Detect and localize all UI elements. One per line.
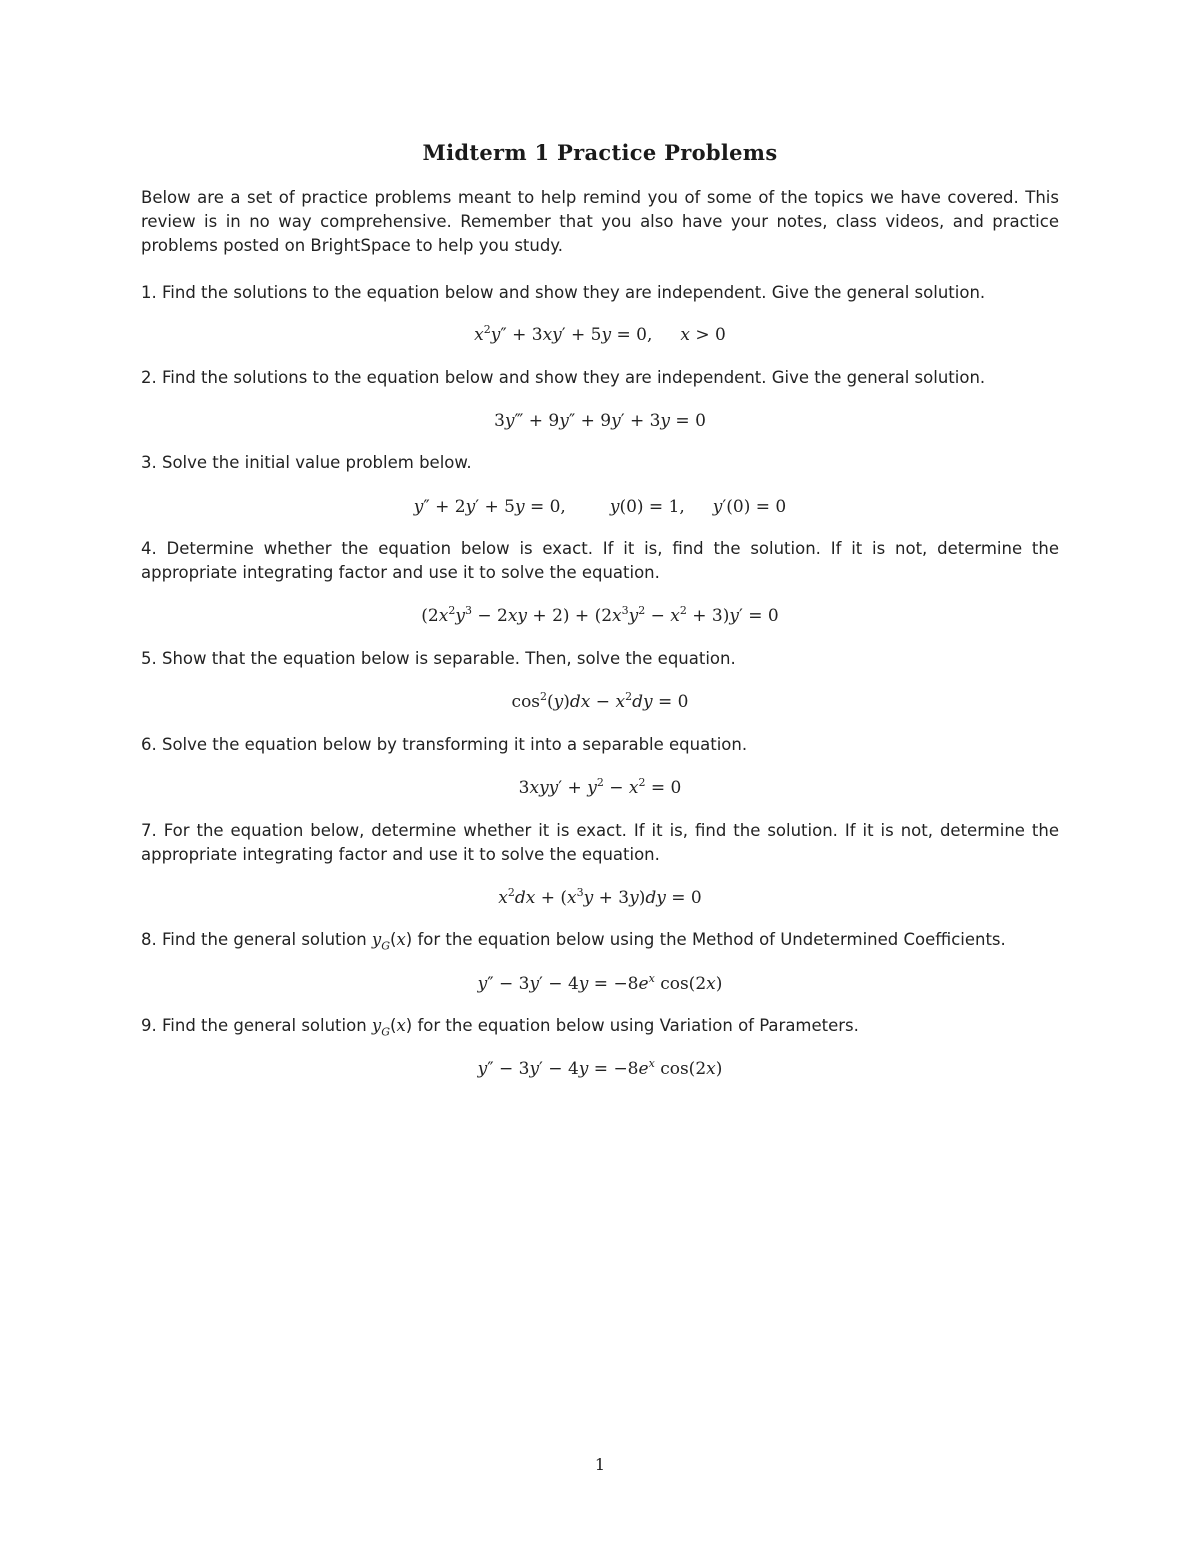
problem-3-text: 3. Solve the initial value problem below. [141, 453, 472, 472]
problem-2-equation: 3y‴ + 9y″ + 9y′ + 3y = 0 [494, 411, 706, 431]
problem-8-text: 8. Find the general solution $y_G(x)$ for the equation below using the Method of Undetermined Coefficients. [141, 930, 1006, 953]
problem-4-text: 4. Determine whether the equation below is exact. If it is, find the solution. If it is not, determine the appropriate integrating factor and use it to solve the equation. [141, 539, 1059, 582]
problem-5-text: 5. Show that the equation below is separable. Then, solve the equation. [141, 649, 736, 668]
problem-5-equation: $\cos^2(y)dx - x^2dy = 0$ [511, 690, 689, 712]
problem-4-equation: $(2x^2y^3 - 2xy + 2) + (2x^3y^2 - x^2 + 3)y' = 0$ [421, 604, 779, 626]
page-title: Midterm 1 Practice Problems [422, 140, 778, 165]
problem-1-text: 1. Find the solutions to the equation below and show they are independent. Give the general solution. [141, 283, 986, 302]
problem-7-equation: $x^2dx + (x^3y + 3y)dy = 0$ [498, 886, 702, 908]
problem-6-equation: $3xyy' + y^2 - x^2 = 0$ [518, 776, 682, 798]
problem-7-text: 7. For the equation below, determine whether it is exact. If it is, find the solution. If it is not, determine the appropriate integrating factor and use it to solve the equation. [141, 821, 1059, 864]
intro-paragraph: Below are a set of practice problems meant to help remind you of some of the topics we have covered. This review is in no way comprehensive. Remember that you also have your notes, class videos, and practice problems posted on BrightSpace to help you study. [141, 188, 1059, 255]
problem-9-text: 9. Find the general solution $y_G(x)$ for the equation below using Variation of Parameters. [141, 1016, 859, 1039]
page-number: 1 [594, 1455, 606, 1474]
problem-2-text: 2. Find the solutions to the equation below and show they are independent. Give the general solution. [141, 368, 986, 387]
problem-6-text: 6. Solve the equation below by transforming it into a separable equation. [141, 735, 748, 754]
problem-8-equation: $y'' - 3y' - 4y = -8e^x$ cos(2x) [477, 972, 723, 994]
problem-3-equation: y″ + 2y′ + 5y = 0, y(0) = 1, y′(0) = 0 [413, 497, 787, 517]
problem-9-equation: $y'' - 3y' - 4y = -8e^x$ cos(2x) [477, 1057, 723, 1079]
problem-1-equation: $x^2y'' + 3xy' + 5y = 0$, x > 0 [474, 323, 726, 345]
